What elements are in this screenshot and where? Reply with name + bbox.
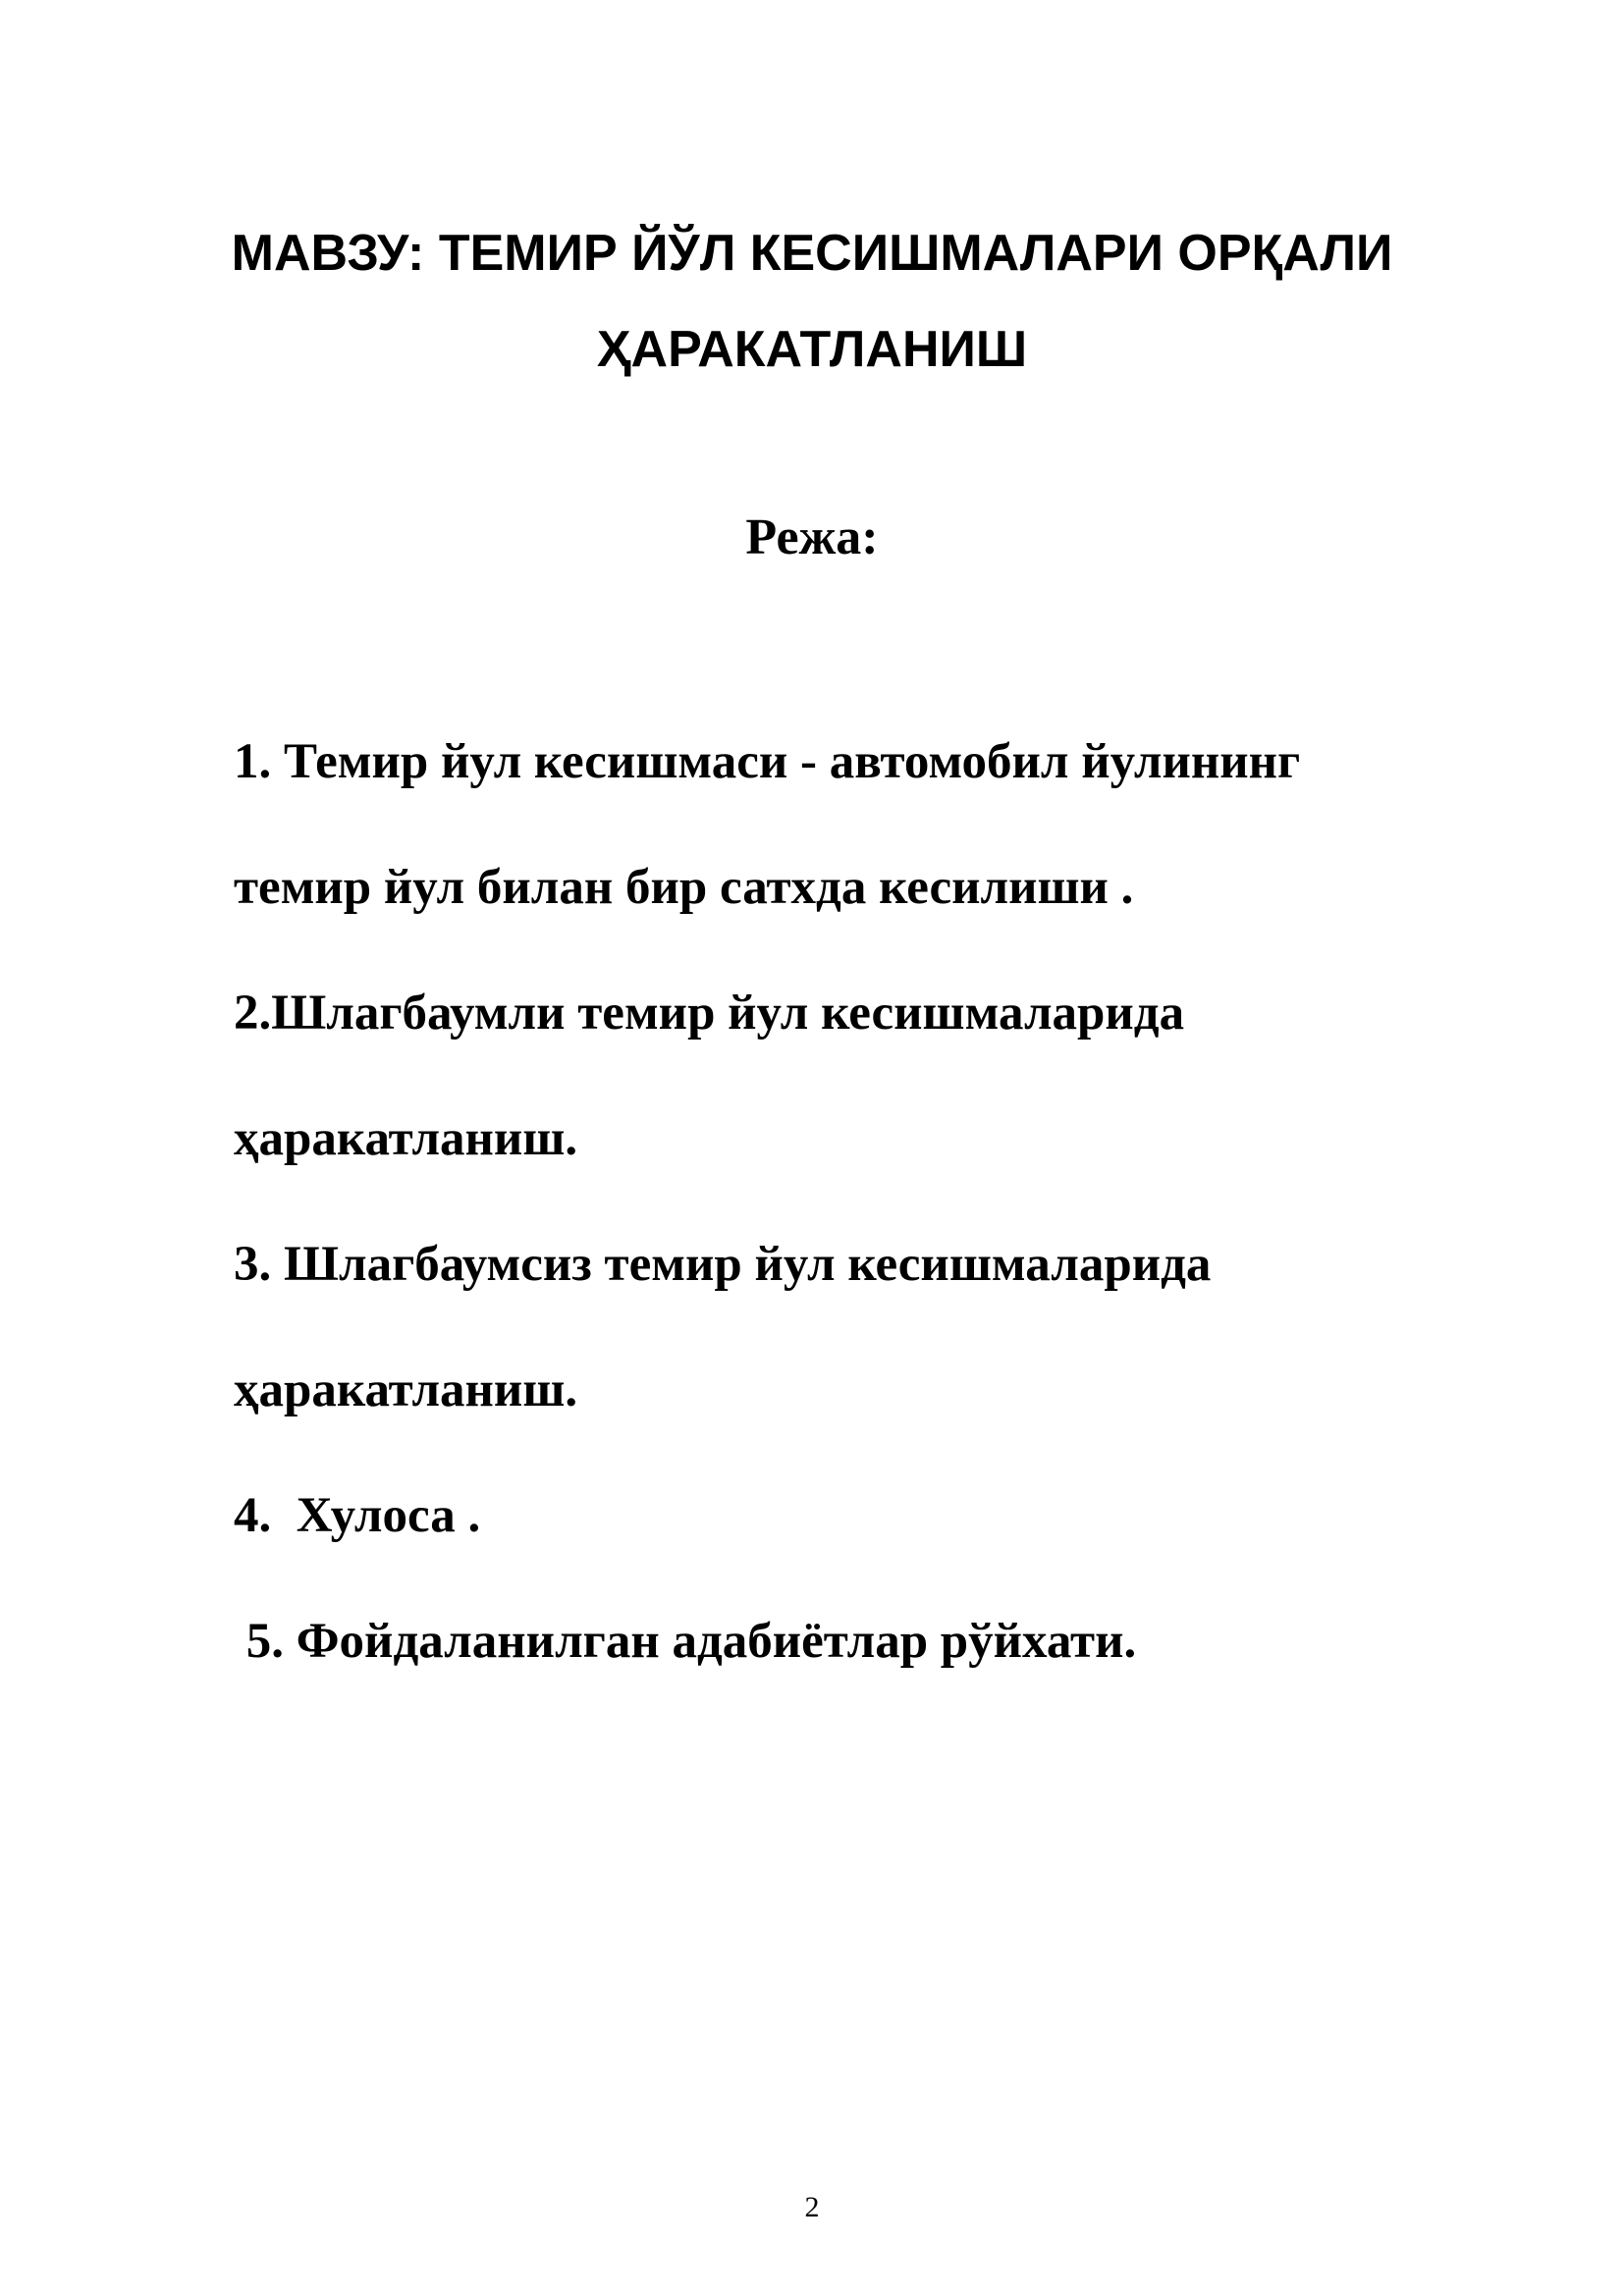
plan-item-1-line-1: 1. Темир йул кесишмаси - автомобил йулининг [234, 734, 1301, 789]
plan-item-4: 4. Хулоса . [234, 1488, 481, 1543]
plan-item-2-line-2: ҳаракатланиш. [234, 1111, 578, 1166]
document-title-line-2: ҲАРАКАТЛАНИШ [596, 321, 1028, 378]
plan-item-3-line-1: 3. Шлагбаумсиз темир йул кесишмаларида [234, 1237, 1212, 1292]
plan-item-5: 5. Фойдаланилган адабиётлар рўйхати. [234, 1614, 1137, 1669]
document-title-line-1: МАВЗУ: ТЕМИР ЙЎЛ КЕСИШМАЛАРИ ОРҚАЛИ [231, 225, 1393, 282]
plan-item-3-line-2: ҳаракатланиш. [234, 1362, 578, 1417]
plan-item-2-line-1: 2.Шлагбаумли темир йул кесишмаларида [234, 986, 1185, 1041]
plan-heading: Режа: [745, 509, 879, 565]
page-number: 2 [804, 2191, 820, 2223]
plan-item-1-line-2: темир йул билан бир сатхда кесилиши . [234, 860, 1134, 915]
